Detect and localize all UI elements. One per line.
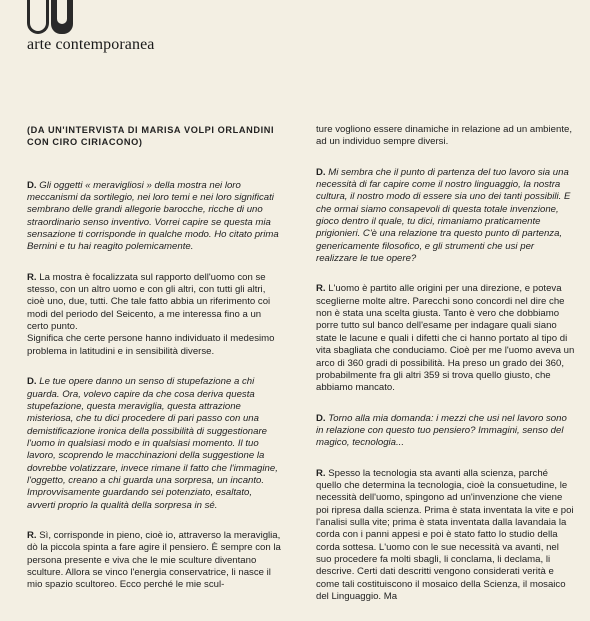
answer-marker: R.: [316, 467, 326, 479]
answer-2-continuation: ture vogliono essere dinamiche in relazione ad un ambiente, ad un individuo sempre diversi.: [316, 124, 572, 148]
answer-marker: R.: [316, 283, 326, 295]
logo-q-mark: [27, 0, 49, 34]
question-text: Gli oggetti « meravigliosi » della mostra nei loro meccanismi da sortilegio, nei loro temi e nei loro significati sembrano delle grandi allegorie barocche, ricche di uno straordinario senso inventivo. Vorrei capire se questa mia sensazione ti corrisponde in qualche modo. Ho citato prima Bernini e tu hai reagito polemicamente.: [27, 179, 279, 253]
answer-text-continued: Significa che certe persone hanno individuato il medesimo problema in latitudini e in sensibilità diverse.: [27, 333, 275, 357]
magazine-logo: [27, 0, 77, 36]
answer-1: [27, 272, 282, 358]
right-column: [316, 124, 576, 621]
question-text: Mi sembra che il punto di partenza del tuo lavoro sia una necessità di far capire come il nostro linguaggio, la nostra cultura, il nostro modo di essere sia uno dei tanti possibili. E che ormai siamo consapevoli di questa totale invenzione, gioco dentro il quale, tu dici, rimaniamo praticamente prigionieri. C'è una relazione tra questo punto di partenza, genericamente filosofico, e gli strumenti che usi per realizzare le tue opere?: [316, 166, 571, 265]
interview-heading: (DA UN'INTERVISTA DI MARISA VOLPI ORLANDINI CON CIRO CIRIACONO): [27, 125, 275, 148]
question-text: Le tue opere danno un senso di stupefazione a chi guarda. Ora, volevo capire da che cosa deriva questa stupefazione, questa meraviglia, questa attrazione misteriosa, che tu dici procedere di pari passo con una demistificazione ironica della possibilità di suggestionare l'uomo in qualsiasi modo e in qualsiasi momento. Il tuo lavoro, scoprendo le macchinazioni della suggestione la dovrebbe volatizzare, invece rimane il fatto che l'immagine, l'oggetto, creano a chi guarda una sorpresa, un incanto. Improvvisamente guardando sei potenziato, esaltato, avverti proprio la qualità della sorpresa in sé.: [27, 376, 278, 511]
answer-marker: R.: [27, 271, 37, 283]
question-1: [27, 180, 282, 254]
question-marker: D.: [27, 179, 37, 191]
question-marker: D.: [316, 166, 326, 178]
left-column: [27, 124, 282, 610]
answer-text: L'uomo è partito alle origini per una direzione, e poteva sceglierne molte altre. Parecchi sono concordi nel dire che non è stata una scelta giusta. Tanto è vero che dobbiamo porre tutto sul banco dell'esame per indagare quali siano state le lacune e quali i difetti che ci hanno portato al tipo di vita sbagliata che conduciamo. Cioè per me l'uomo aveva un arco di 360 gradi di possibilità. Ha preso un grado dei 360, probabilmente fra gli altri 359 si trova quello giusto, che abbiamo mancato.: [316, 283, 575, 394]
answer-2: [27, 530, 282, 592]
answer-text: Sì, corrisponde in pieno, cioè io, attraverso la meraviglia, dò la piccola spinta a fare agire il pensiero. È sempre con la persona presente e viva che le mie sculture diventano sculture. Allora se vinco l'energia conservatrice, li nasce il mio spazio scultoreo. Ecco perché le mie scul-: [27, 529, 281, 591]
answer-4: [316, 468, 576, 604]
section-title: arte contemporanea: [27, 36, 155, 53]
question-text: Torno alla mia domanda: i mezzi che usi nel lavoro sono in relazione con questo tuo pensiero? Immagini, senso del magico, tecnologia...: [316, 412, 567, 449]
logo-u-mark: [51, 0, 73, 34]
answer-text: Spesso la tecnologia sta avanti alla scienza, parché quello che determina la tecnologia, cioè la consuetudine, le necessità dell'uomo, spingono ad un'invenzione che viene poi ripresa dalla scienza. Prima è stata inventata la vite e poi l'analisi sulla vite; prima è stata inventata dalla lavandaia la corda con i panni appesi e poi è stato fatto lo studio della corda sottesa. L'uomo con le sue necessità va avanti, nel suo procedere fa molti sbagli, li conclama, li declama, li descrive. Certi dati descritti vengono considerati verità e come tali costituiscono il mosaico della Scienza, il mosaico del Linguaggio. Ma: [316, 467, 574, 602]
answer-text: La mostra è focalizzata sul rapporto dell'uomo con se stesso, con un altro uomo e con gli altri, con tutti gli altri, cioè uno, due, tutti. Che tale fatto abbia un riferimento coi modi del periodo del Seicento, a me interessa fino a un certo punto.: [27, 271, 271, 333]
answer-3: [316, 283, 576, 394]
question-3: [316, 167, 576, 266]
question-marker: D.: [316, 412, 326, 424]
question-4: [316, 413, 576, 450]
question-2: [27, 376, 282, 512]
answer-marker: R.: [27, 529, 37, 541]
question-marker: D.: [27, 376, 37, 388]
